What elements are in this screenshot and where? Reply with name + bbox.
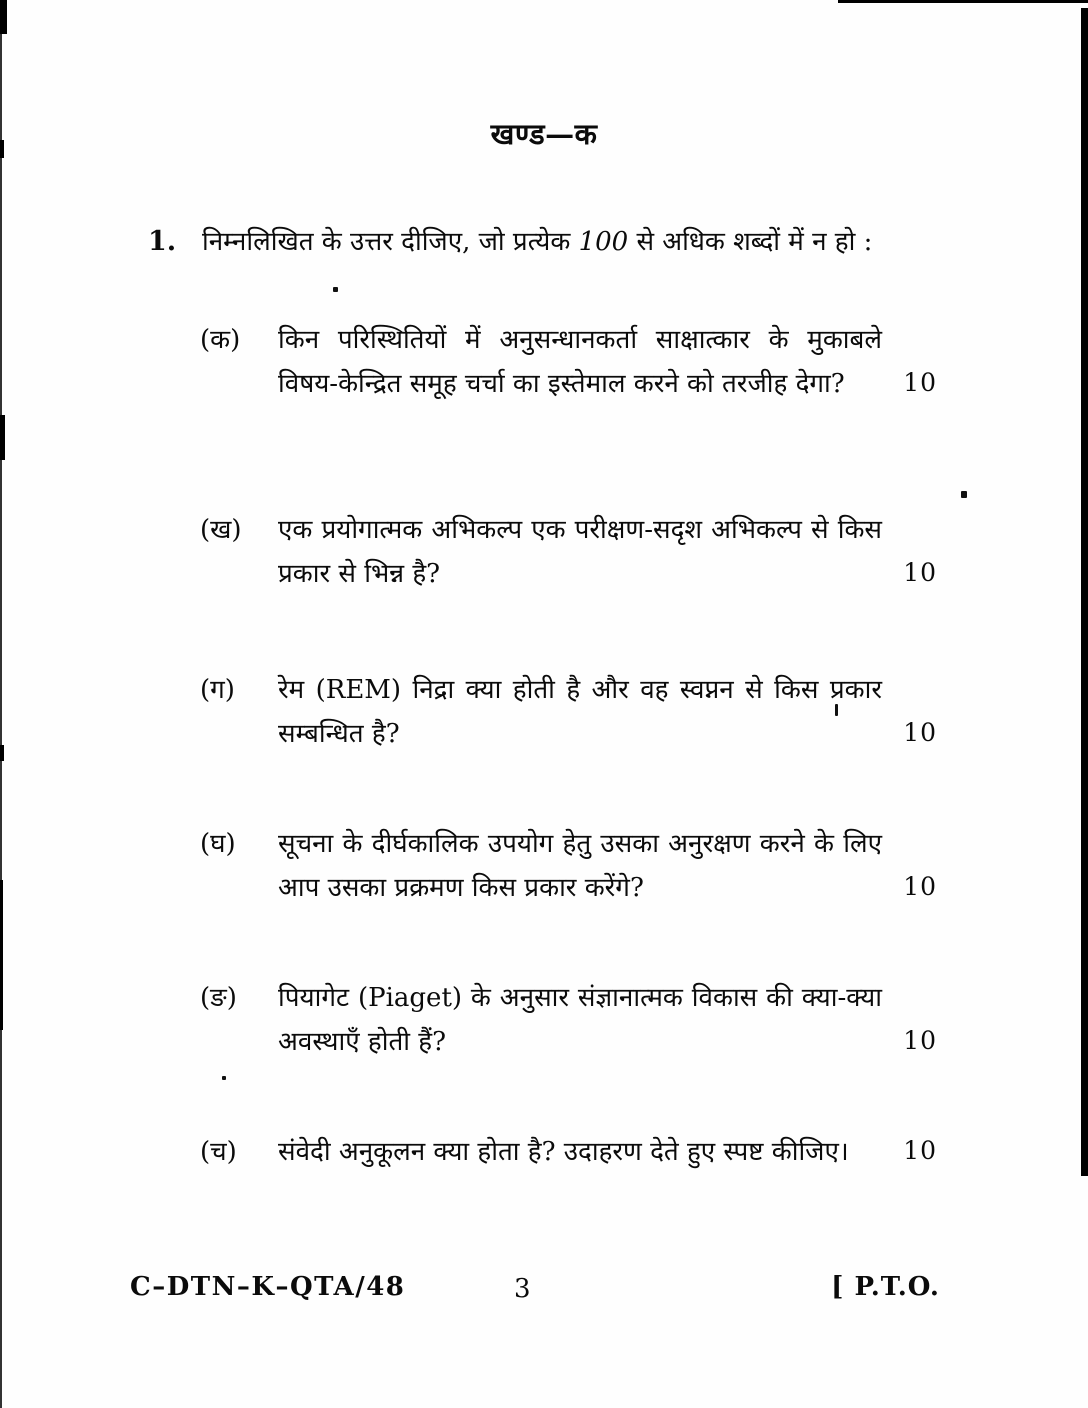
sub-question-cha (200, 1130, 937, 1174)
sub-question-text: पियागेट (Piaget) के अनुसार संज्ञानात्मक विकास की क्या-क्या अवस्थाएँ होती हैं? (278, 983, 882, 1057)
sub-question-label: (ग) (200, 675, 235, 705)
sub-question-text: सूचना के दीर्घकालिक उपयोग हेतु उसका अनुरक्षण करने के लिए आप उसका प्रक्रमण किस प्रकार करेंगे? (278, 829, 882, 903)
paper-code: C–DTN–K–QTA/48 (130, 1272, 406, 1302)
scan-blob (0, 0, 7, 34)
sub-question-marks: 10 (903, 718, 937, 747)
sub-question-marks: 10 (903, 558, 937, 587)
sub-question-nga (200, 976, 937, 1064)
scan-edge-left (0, 0, 2, 1408)
scan-blob (0, 415, 5, 460)
sub-question-marks: 10 (903, 368, 937, 397)
question-intro-post: से अधिक शब्दों में न हो : (636, 227, 873, 257)
sub-question-ga (200, 668, 937, 756)
question-number: 1. (148, 226, 177, 257)
page-number: 3 (514, 1274, 531, 1304)
sub-question-text: एक प्रयोगात्मक अभिकल्प एक परीक्षण-सदृश अभिकल्प से किस प्रकार से भिन्न है? (278, 515, 882, 589)
sub-question-text: रेम (REM) निद्रा क्या होती है और वह स्वप्नन से किस प्रकार सम्बन्धित है? (278, 675, 882, 749)
sub-question-gha (200, 822, 937, 910)
sub-question-marks: 10 (903, 1136, 937, 1165)
section-header: खण्ड—क (490, 117, 598, 151)
question-intro-number: 100 (578, 227, 629, 257)
sub-question-label: (घ) (200, 829, 236, 859)
scan-speck (222, 1076, 226, 1080)
sub-question-label: (ख) (200, 515, 242, 545)
sub-question-text: संवेदी अनुकूलन क्या होता है? उदाहरण देते हुए स्पष्ट कीजिए। (278, 1137, 849, 1167)
sub-question-marks: 10 (903, 1026, 937, 1055)
sub-question-marks: 10 (903, 872, 937, 901)
scan-edge-right (1081, 8, 1088, 1176)
sub-question-label: (ङ) (200, 983, 237, 1013)
pto-label: [ P.T.O. (831, 1272, 940, 1302)
scan-speck (961, 491, 967, 498)
sub-question-label: (क) (200, 325, 241, 355)
sub-question-text: किन परिस्थितियों में अनुसन्धानकर्ता साक्षात्कार के मुकाबले विषय-केन्द्रित समूह चर्चा का इस्तेमाल करने को तरजीह देगा? (278, 325, 882, 399)
sub-question-ka (200, 318, 937, 406)
question-1 (148, 220, 888, 264)
scan-blob (0, 880, 3, 1030)
sub-question-kha (200, 508, 937, 596)
scan-edge-top (838, 0, 1088, 3)
question-intro (202, 220, 884, 264)
sub-question-label: (च) (200, 1137, 237, 1167)
question-intro-pre: निम्नलिखित के उत्तर दीजिए, जो प्रत्येक (202, 227, 571, 257)
scan-blob (0, 745, 4, 761)
scan-speck (333, 287, 338, 292)
